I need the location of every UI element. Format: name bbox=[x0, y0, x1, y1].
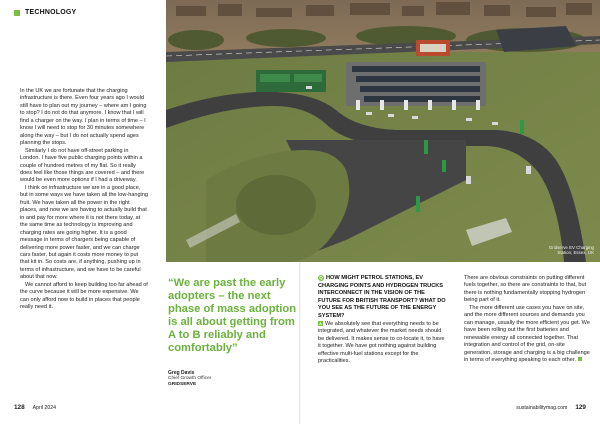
paragraph: I think on infrastructure we are in a good place, but in some ways we have taken all the low-hanging fruit. We have taken all the power in the right places, and now we are having to actually build that in and pay for more where it is not there today, at the same time as technology is improving and charging rates are going higher. It is a good message in terms of chargers being capable of delivering more power faster, and we can charge cars faster, but again it costs more money to put that kit in. So costs are, if anything, pushing up in terms of infrastructure, and we have to be careful about that now. bbox=[20, 184, 148, 281]
section-tag-label: TECHNOLOGY bbox=[25, 9, 77, 16]
paragraph-with-end bbox=[464, 305, 594, 365]
paragraph-text: The more different use cases you have on site, and the more different sources and demands you can manage, usually the more efficient you get. We have been rolling out the first batteries and renewable energy all connected together. That integration and control of the grid, on-site generation, storage and charging is a big challenge in terms of everything speaking to each other. bbox=[464, 304, 590, 363]
tag-square-icon bbox=[14, 10, 20, 16]
section-tag bbox=[14, 9, 76, 16]
question-icon: Q bbox=[319, 275, 323, 280]
paragraph: There are obvious constraints on putting different fuels together, so there are constraints to that, but there is nothing fundamentally stopping hydrogen being part of it. bbox=[464, 275, 587, 304]
paragraph: We cannot afford to keep building too far ahead of the curve because it will be more expensive. We can only afford now to build in places that people really need it. bbox=[20, 281, 148, 311]
photo-credit bbox=[549, 245, 594, 256]
answer-text: We absolutely see that everything needs to be integrated, and whatever the market needs should be delivered. It makes sense to co-locate it, to have it together. We have got nothing against building effective multi-fuel stations except for the practicalities. bbox=[318, 321, 445, 365]
article-column-1 bbox=[20, 88, 148, 312]
quote-author-name: Greg Davis bbox=[168, 370, 195, 377]
pull-quote-text: “We are past the early adopters – the next phase of mass adoption is all about getting from A to B reliably and comfortably” bbox=[168, 277, 297, 354]
left-page-number: 128 bbox=[14, 404, 25, 411]
pull-quote bbox=[168, 277, 298, 388]
photo-credit-line1: Gridserve EV Charging bbox=[548, 244, 594, 250]
answer-icon: A bbox=[319, 321, 322, 326]
paragraph: Similarly I do not have off-street parking in London. I have five public charging points within a couple of hundred metres of my flat. So it really does feel like those things are covered – and there would be even more options if I had a driveway. bbox=[20, 147, 145, 184]
paragraph: In the UK we are fortunate that the charging infrastructure is there. Even four years ago I would still have to plan out my journey – where am I going to stop? I do not do that anymore. I know that I will find a charger on the way. I plan in terms of time – I know I will need to stop for 30 minutes somewhere along the way – but I do not actually spend ages planning the stops. bbox=[20, 88, 147, 147]
website-link[interactable]: sustainabilitymag.com bbox=[516, 405, 568, 411]
photo-credit-line2: Station, Essex, UK bbox=[557, 250, 594, 256]
interview-question bbox=[318, 275, 448, 320]
article-column-3 bbox=[318, 275, 448, 366]
footer-right bbox=[516, 404, 586, 411]
question-text: HOW MIGHT PETROL STATIONS, EV CHARGING POINTS AND HYDROGEN TRUCKS INTERCONNECT IN THE VISION OF THE FUTURE FOR BRITISH TRANSPORT? WHAT DO YOU SEE AS THE FUTURE OF THE ENERGY SYSTEM? bbox=[318, 275, 446, 319]
quote-author-role: Chief Growth Officer bbox=[168, 376, 212, 382]
aerial-charging-hub-photo bbox=[166, 0, 600, 262]
footer-left bbox=[14, 404, 56, 411]
article-column-4 bbox=[464, 275, 594, 364]
issue-date: April 2024 bbox=[32, 405, 57, 411]
right-page-number: 129 bbox=[575, 404, 586, 411]
interview-answer bbox=[318, 321, 448, 366]
article-end-icon bbox=[578, 357, 582, 361]
quote-author-org: GRIDSERVE bbox=[168, 382, 197, 388]
